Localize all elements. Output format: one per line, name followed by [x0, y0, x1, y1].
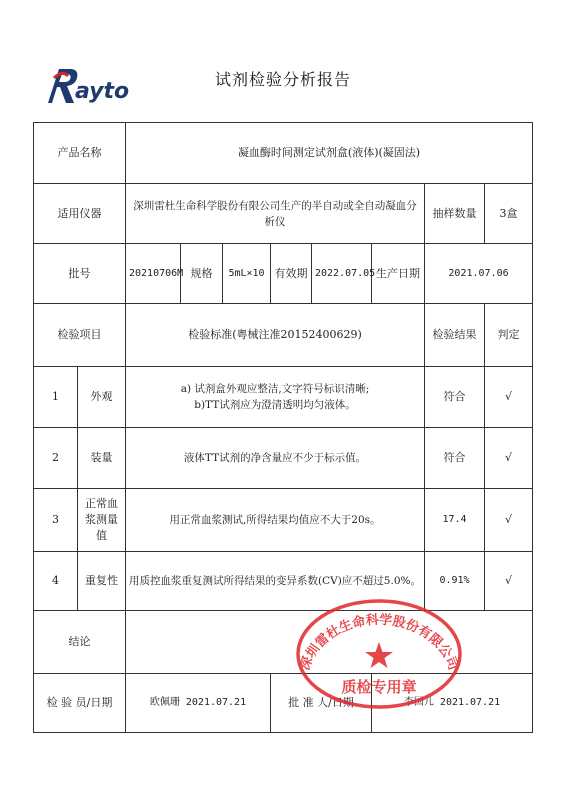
table-row	[34, 367, 533, 428]
item-standard: 液体TT试剂的净含量应不少于标示值。	[126, 428, 425, 489]
item-number: 2	[34, 428, 78, 489]
item-standard: 用质控血浆重复测试所得结果的变异系数(CV)应不超过5.0%。	[126, 552, 425, 611]
item-verdict: √	[485, 552, 533, 611]
item-standard: 用正常血浆测试,所得结果均值应不大于20s。	[126, 489, 425, 552]
table-row	[34, 428, 533, 489]
item-verdict: √	[485, 489, 533, 552]
conclusion-value	[126, 611, 533, 674]
item-verdict: √	[485, 428, 533, 489]
item-result: 符合	[425, 367, 485, 428]
spec-label: 规格	[181, 244, 223, 304]
batch-row	[34, 244, 533, 304]
batch-label: 批号	[34, 244, 126, 304]
table-row	[34, 552, 533, 611]
conclusion-label: 结论	[34, 611, 126, 674]
expiry-value: 2022.07.05	[312, 244, 372, 304]
sample-value: 3盒	[485, 184, 533, 244]
stamp-bottom-text: 质检专用章	[341, 678, 417, 696]
batch-value: 20210706M	[126, 244, 181, 304]
table-row	[34, 489, 533, 552]
item-number: 1	[34, 367, 78, 428]
column-header-row	[34, 304, 533, 367]
item-result: 0.91%	[425, 552, 485, 611]
item-name: 正常血浆测量值	[78, 489, 126, 552]
item-standard-line: b)TT试剂应为澄清透明均匀液体。	[194, 399, 356, 411]
instrument-label: 适用仪器	[34, 184, 126, 244]
product-row	[34, 123, 533, 184]
item-name: 装量	[78, 428, 126, 489]
signature-row	[34, 674, 533, 733]
item-verdict: √	[485, 367, 533, 428]
conclusion-row	[34, 611, 533, 674]
item-result: 符合	[425, 428, 485, 489]
approver-value: 李国儿 2021.07.21	[372, 674, 533, 733]
approver-label: 批 准 人/日期	[271, 674, 372, 733]
expiry-label: 有效期	[271, 244, 312, 304]
product-value: 凝血酶时间测定试剂盒(液体)(凝固法)	[126, 123, 533, 184]
item-standard-line: a) 试剂盒外观应整洁,文字符号标识清晰;	[180, 383, 370, 395]
column-verdict: 判定	[485, 304, 533, 367]
column-standard: 检验标准(粤械注准20152400629)	[126, 304, 425, 367]
report-table	[33, 122, 533, 733]
mfg-label: 生产日期	[372, 244, 425, 304]
spec-value: 5mL×10	[223, 244, 271, 304]
instrument-value: 深圳雷杜生命科学股份有限公司生产的半自动或全自动凝血分析仪	[126, 184, 425, 244]
sample-label: 抽样数量	[425, 184, 485, 244]
product-label: 产品名称	[34, 123, 126, 184]
inspector-value: 欧佩珊 2021.07.21	[126, 674, 271, 733]
inspector-label: 检 验 员/日期	[34, 674, 126, 733]
item-result: 17.4	[425, 489, 485, 552]
mfg-value: 2021.07.06	[425, 244, 533, 304]
item-name: 外观	[78, 367, 126, 428]
item-name: 重复性	[78, 552, 126, 611]
logo-text: ayto	[75, 79, 130, 104]
item-standard	[126, 367, 425, 428]
stamp-arc-text: 深圳雷杜生命科学股份有限公司	[297, 612, 461, 673]
instrument-row	[34, 184, 533, 244]
column-result: 检验结果	[425, 304, 485, 367]
report-title: 试剂检验分析报告	[214, 70, 351, 89]
item-number: 4	[34, 552, 78, 611]
column-item: 检验项目	[34, 304, 126, 367]
item-number: 3	[34, 489, 78, 552]
